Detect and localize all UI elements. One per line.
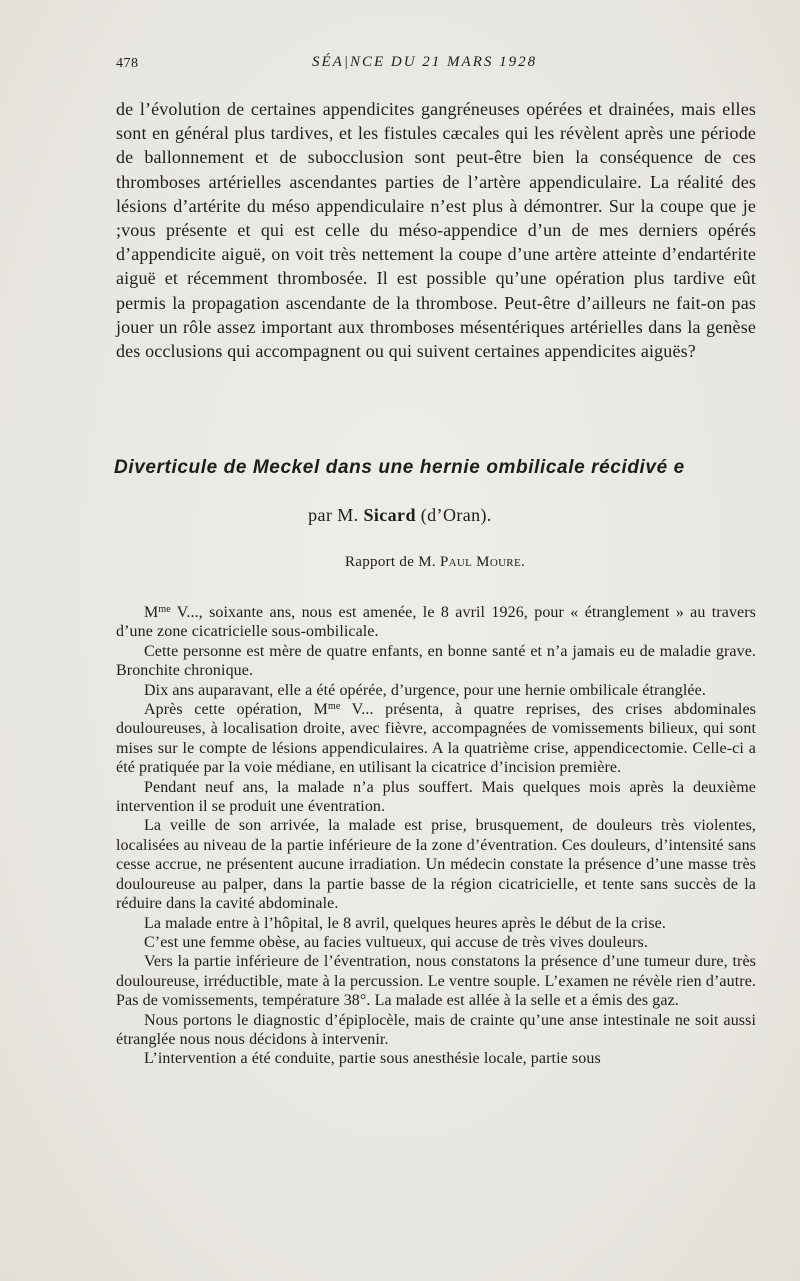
body-paragraph — [116, 952, 756, 1010]
body-paragraph — [116, 1011, 756, 1050]
paragraph-lead: Après cette opération, M — [144, 701, 328, 719]
body-paragraph — [116, 933, 756, 952]
report-line — [0, 554, 800, 571]
body-paragraph — [116, 1049, 756, 1068]
author-suffix: (d’Oran). — [415, 505, 492, 525]
paragraph-lead: M — [144, 604, 159, 621]
paragraph-text: La veille de son arrivée, la malade est prise, brusquement, de douleurs très violentes, localisées au niveau de la partie inférieure de la zone d’éventration. Ces douleurs, d’intensité sans cesse accrue, ne présentent aucune irradiation. Un médecin constate la présence d’une masse très douloureuse au palper, dans la partie basse de la région cicatricielle, et tente sans succès de la réduire dans la cavité abdominale. — [116, 817, 756, 913]
body-paragraph — [116, 642, 756, 681]
paragraph-text: Pendant neuf ans, la malade n’a plus souffert. Mais quelques mois après la deuxième intervention il se produit une éventration. — [116, 778, 756, 816]
paragraph-text: L’intervention a été conduite, partie sous anesthésie locale, partie sous — [144, 1050, 601, 1068]
author-name: Sicard — [363, 505, 416, 525]
author-line — [0, 505, 800, 526]
paragraph-text: V..., soixante ans, nous est amenée, le 8 avril 1926, pour « étranglement » au travers d’une zone cicatricielle sous-ombilicale. — [116, 604, 756, 641]
paragraph-text: Dix ans auparavant, elle a été opérée, d’urgence, pour une hernie ombilicale étranglée. — [144, 681, 706, 699]
paragraph-text: C’est une femme obèse, au facies vultueux, qui accuse de très vives douleurs. — [144, 933, 648, 951]
running-head: SÉA|NCE DU 21 MARS 1928 — [312, 54, 538, 70]
paragraph-text: La malade entre à l’hôpital, le 8 avril, quelques heures après le début de la crise. — [144, 914, 666, 932]
superscript: me — [327, 701, 341, 713]
intro-paragraph: de l’évolution de certaines appendicites gangréneuses opérées et drainées, mais elles sont en général plus tardives, et les fistules cæcales qui les révèlent après une période de ballonnement et de subocclusion sont peut-être bien la conséquence de ces thromboses artérielles ascendantes parties de l’artère appendiculaire. La réalité des lésions d’artérite du méso appendiculaire n’est plus à démontrer. Sur la coupe que je ;vous présente et qui est celle du méso-appendice d’un de mes derniers opérés d’appendicite aiguë, on voit très nettement la coupe d’une artère atteinte d’endartérite aiguë et récemment thrombosée. Il est possible qu’une opération plus tardive eût permis la propagation ascendante de la thrombose. Peut-être d’ailleurs ne fait-on pas jouer un rôle assez important aux thromboses mésentériques artérielles dans la genèse des occlusions qui accompagnent ou qui suivent certaines appendicites aiguës? — [116, 99, 756, 362]
report-name: Paul Moure — [439, 554, 521, 570]
body-paragraph — [116, 816, 756, 913]
article-body — [116, 603, 756, 1069]
body-paragraph — [116, 914, 756, 933]
report-prefix: Rapport de M. — [344, 554, 440, 570]
superscript: me — [158, 604, 171, 615]
intro-paragraph-block — [116, 97, 756, 363]
paragraph-text: Nous portons le diagnostic d’épiplocèle, mais de crainte qu’une anse intestinale ne soit aussi étranglée nous nous décidons à intervenir. — [116, 1011, 756, 1048]
body-paragraph — [116, 681, 756, 700]
paragraph-text: V... présenta, à quatre reprises, des crises abdominales douloureuses, à localisation droite, avec fièvre, accompagnées de vomissements bilieux, qui sont mises sur le compte de lésions appendiculaires. A la quatrième crise, appendicectomie. Celle-ci a été pratiquée par la voie médiane, en utilisant la cicatrice d’incision première. — [116, 701, 756, 777]
author-prefix: par M. — [308, 505, 364, 525]
body-paragraph — [116, 603, 756, 642]
body-paragraph — [116, 778, 756, 817]
paragraph-text: Cette personne est mère de quatre enfants, en bonne santé et n’a jamais eu de maladie grave. Bronchite chronique. — [116, 642, 756, 680]
paragraph-text: Vers la partie inférieure de l’éventration, nous constatons la présence d’une tumeur dure, très douloureuse, irréductible, mate à la percussion. Le ventre souple. L’examen ne révèle rien d’autre. Pas de vomissements, température 38°. La malade est allée à la selle et a émis des gaz. — [116, 953, 756, 1010]
report-suffix: . — [520, 554, 526, 570]
article-title: Diverticule de Meckel dans une hernie ombilicale récidivé e — [114, 457, 685, 478]
body-paragraph — [116, 700, 756, 778]
page-number: 478 — [116, 56, 139, 71]
page-header — [116, 52, 756, 76]
